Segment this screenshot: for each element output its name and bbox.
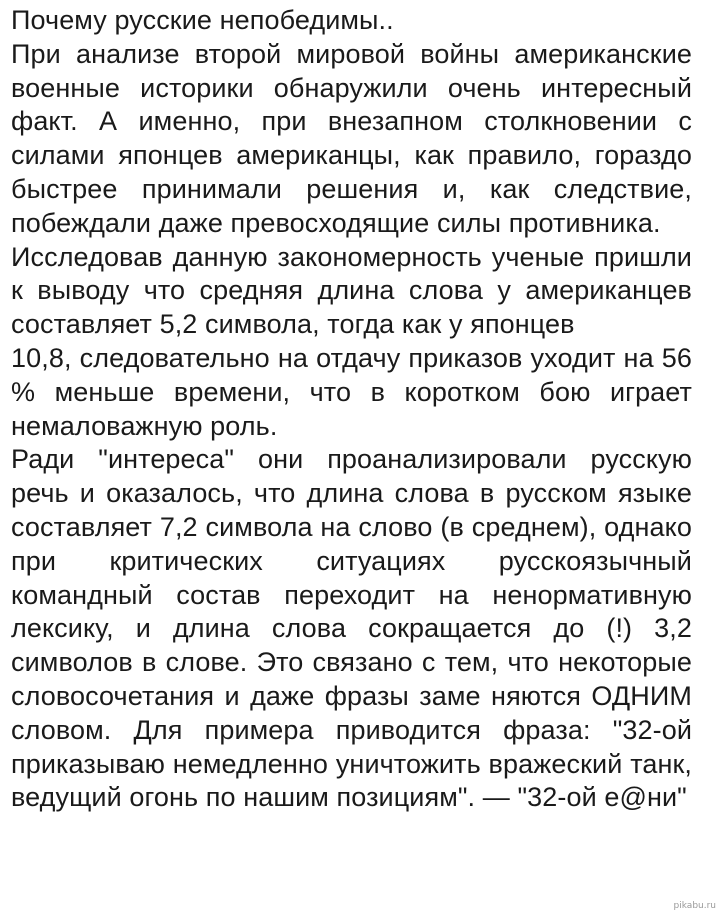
watermark: pikabu.ru	[673, 901, 716, 911]
post-title: Почему русские непобедимы..	[11, 5, 394, 35]
paragraph: Исследовав данную закономерность ученые пришли к выводу что средняя длина слова у американцев составляет 5,2 символа, тогда как у японцев	[11, 241, 692, 340]
paragraph: 10,8, следовательно на отдачу приказов уходит на 56 % меньше времени, что в коротком бою играет немаловажную роль.	[11, 342, 692, 441]
post-text	[11, 4, 692, 815]
paragraph: Ради "интереса" они проанализировали русскую речь и оказалось, что длина слова в русском языке составляет 7,2 символа на слово (в среднем), однако при критических ситуациях русскоязычный командный состав переходит на ненормативную лексику, и длина слова сокращается до (!) 3,2 символов в слове. Это связано с тем, что некоторые словосочетания и даже фразы заме няются ОДНИМ словом. Для примера приводится фраза: "32-ой приказываю немедленно уничтожить вражеский танк, ведущий огонь по нашим позициям". — "32-ой е@ни"	[11, 444, 692, 813]
paragraph: При анализе второй мировой войны американские военные историки обнаружили очень интересный факт. А именно, при внезапном столкновении с силами японцев американцы, как правило, гораздо быстрее принимали решения и, как следствие, побеждали даже превосходящие силы противника.	[11, 38, 692, 238]
